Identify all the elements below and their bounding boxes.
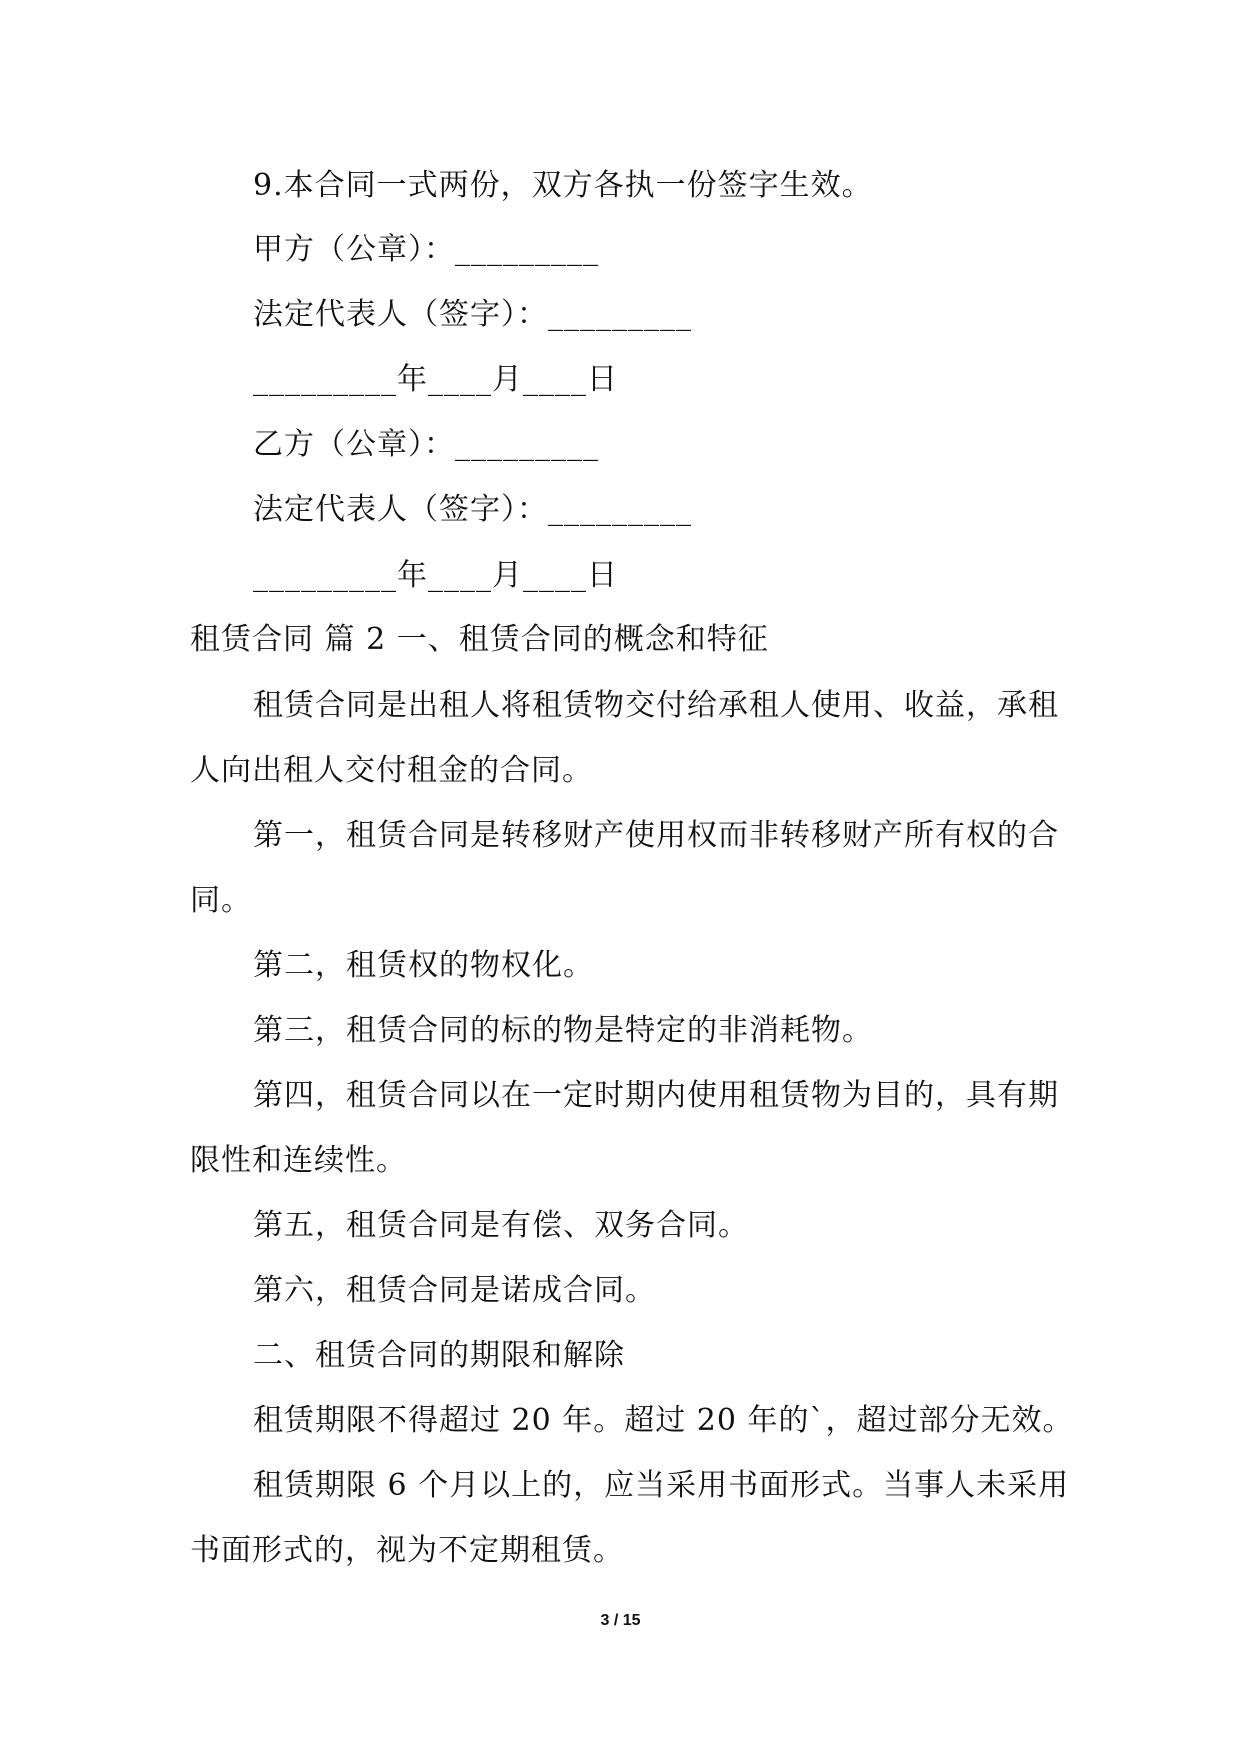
party-b-representative-line: 法定代表人（签字）：_________	[253, 492, 692, 527]
paragraph-line: 第四，租赁合同以在一定时期内使用租赁物为目的，具有期	[253, 1078, 1059, 1113]
party-a-date-line: _________年____月____日	[253, 362, 618, 397]
paragraph-line: 第三，租赁合同的标的物是特定的非消耗物。	[253, 1013, 873, 1048]
paragraph-line: 第一，租赁合同是转移财产使用权而非转移财产所有权的合	[253, 818, 1059, 853]
party-a-representative-line: 法定代表人（签字）：_________	[253, 297, 692, 332]
party-a-seal-line: 甲方（公章）：_________	[253, 232, 599, 267]
section-heading: 租赁合同 篇 2 一、租赁合同的概念和特征	[190, 622, 769, 657]
paragraph-line: 租赁期限 6 个月以上的，应当采用书面形式。当事人未采用	[253, 1468, 1070, 1503]
paragraph-line: 租赁合同是出租人将租赁物交付给承租人使用、收益，承租	[253, 688, 1059, 723]
paragraph-line: 限性和连续性。	[190, 1143, 407, 1178]
subsection-heading: 二、租赁合同的期限和解除	[253, 1338, 625, 1373]
paragraph-line: 第五，租赁合同是有偿、双务合同。	[253, 1208, 749, 1243]
clause-9-text: 9.本合同一式两份，双方各执一份签字生效。	[253, 168, 873, 203]
paragraph-line: 第二，租赁权的物权化。	[253, 948, 594, 983]
paragraph-line: 租赁期限不得超过 20 年。超过 20 年的`，超过部分无效。	[253, 1403, 1074, 1438]
page-number: 3 / 15	[600, 1612, 641, 1629]
party-b-seal-line: 乙方（公章）：_________	[253, 427, 599, 462]
paragraph-line: 人向出租人交付租金的合同。	[190, 753, 593, 788]
paragraph-line: 同。	[190, 883, 252, 918]
party-b-date-line: _________年____月____日	[253, 558, 618, 593]
paragraph-line: 第六，租赁合同是诺成合同。	[253, 1273, 656, 1308]
paragraph-line: 书面形式的，视为不定期租赁。	[190, 1533, 624, 1568]
